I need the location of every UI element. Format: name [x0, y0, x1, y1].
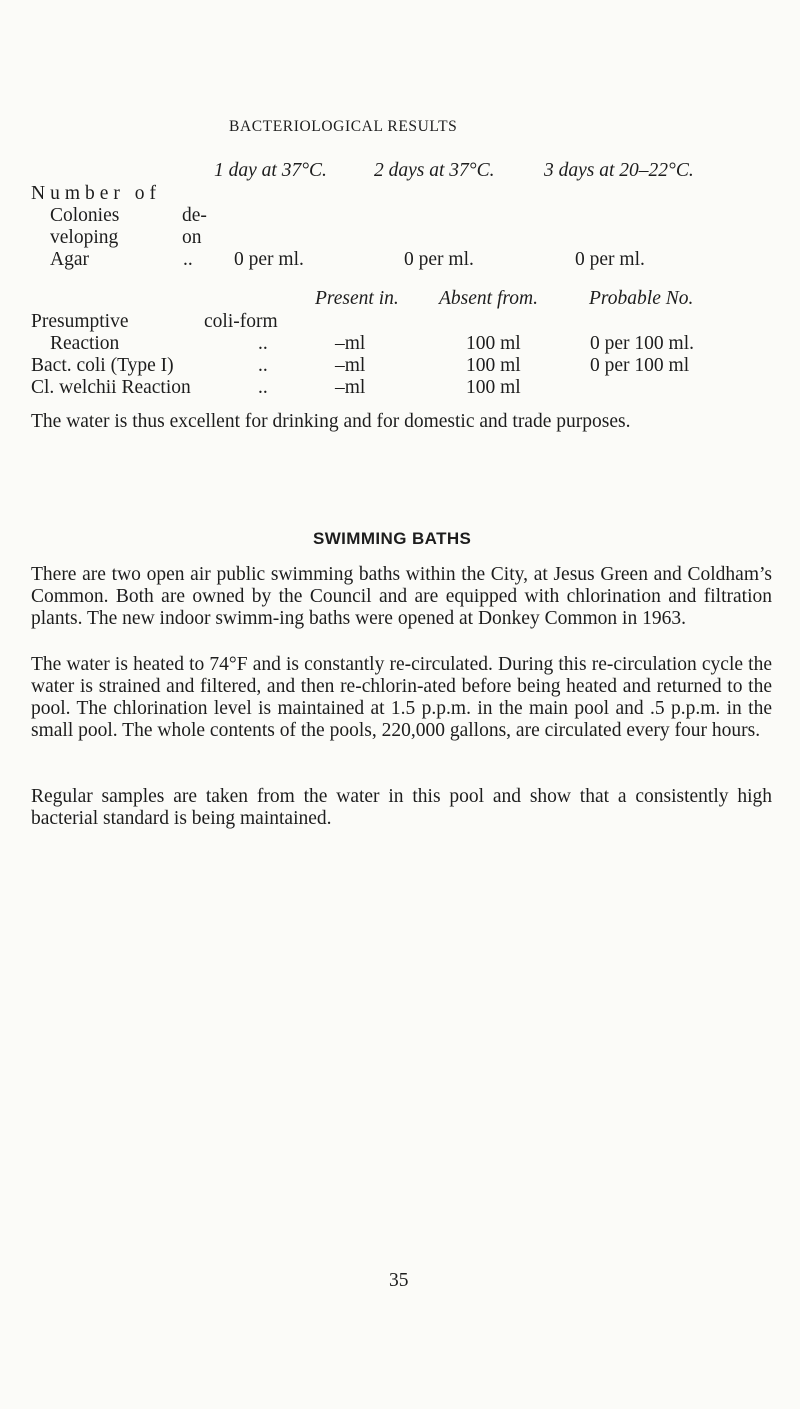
colonies-label-line-4: Agar	[50, 249, 89, 270]
colonies-label-line-2b: de-	[182, 205, 207, 226]
row-welchii-present: –ml	[335, 377, 366, 398]
colonies-label-line-2a: Colonies	[50, 205, 120, 226]
row-bact-coli-present: –ml	[335, 355, 366, 376]
conclusion-text: The water is thus excellent for drinking and for domestic and trade purposes.	[31, 411, 631, 432]
row-presumptive-leader: ..	[258, 333, 268, 354]
colonies-value-2-days: 0 per ml.	[404, 249, 474, 270]
row-bact-coli-probable: 0 per 100 ml	[590, 355, 690, 376]
test-header-probable: Probable No.	[589, 288, 694, 309]
bacteriological-heading: BACTERIOLOGICAL RESULTS	[229, 118, 458, 135]
col-header-1-day: 1 day at 37°C.	[214, 160, 327, 181]
test-header-absent: Absent from.	[439, 288, 538, 309]
swimming-paragraph-2	[31, 654, 772, 742]
row-presumptive-probable: 0 per 100 ml.	[590, 333, 694, 354]
row-presumptive-label-a: Presumptive	[31, 311, 129, 332]
row-bact-coli-label: Bact. coli (Type I)	[31, 355, 174, 376]
swimming-paragraph-3-text: Regular samples are taken from the water in this pool and show that a consistently high bacterial standard is being maintained.	[31, 786, 772, 829]
colonies-leader-dots: ..	[183, 249, 193, 270]
row-welchii-leader: ..	[258, 377, 268, 398]
row-presumptive-present: –ml	[335, 333, 366, 354]
colonies-label-line-1: Number of	[31, 183, 162, 204]
swimming-paragraph-1	[31, 564, 772, 630]
conclusion-paragraph	[31, 411, 772, 433]
page-number: 35	[389, 1270, 409, 1291]
swimming-paragraph-3	[31, 786, 772, 830]
col-header-3-days: 3 days at 20–22°C.	[544, 160, 694, 181]
colonies-value-1-day: 0 per ml.	[234, 249, 304, 270]
swimming-paragraph-1-text: There are two open air public swimming baths within the City, at Jesus Green and Coldham’s Common. Both are owned by the Council and are equipped with chlorination and filtration plants. The new indoor swimm-ing baths were opened at Donkey Common in 1963.	[31, 564, 772, 629]
colonies-label-line-3b: on	[182, 227, 202, 248]
colonies-value-3-days: 0 per ml.	[575, 249, 645, 270]
row-welchii-label: Cl. welchii Reaction	[31, 377, 191, 398]
row-bact-coli-absent: 100 ml	[466, 355, 521, 376]
row-presumptive-label-b: coli-form	[204, 311, 278, 332]
test-header-present: Present in.	[315, 288, 399, 309]
colonies-label-line-3a: veloping	[50, 227, 119, 248]
row-welchii-absent: 100 ml	[466, 377, 521, 398]
row-presumptive-label-c: Reaction	[50, 333, 120, 354]
col-header-2-days: 2 days at 37°C.	[374, 160, 495, 181]
row-presumptive-absent: 100 ml	[466, 333, 521, 354]
swimming-baths-heading: SWIMMING BATHS	[313, 529, 472, 548]
swimming-paragraph-2-text: The water is heated to 74°F and is constantly re-circulated. During this re-circulation cycle the water is strained and filtered, and then re-chlorin-ated before being heated and returned to the pool. The chlorination level is maintained at 1.5 p.p.m. in the main pool and .5 p.p.m. in the small pool. The whole contents of the pools, 220,000 gallons, are circulated every four hours.	[31, 654, 772, 741]
row-bact-coli-leader: ..	[258, 355, 268, 376]
